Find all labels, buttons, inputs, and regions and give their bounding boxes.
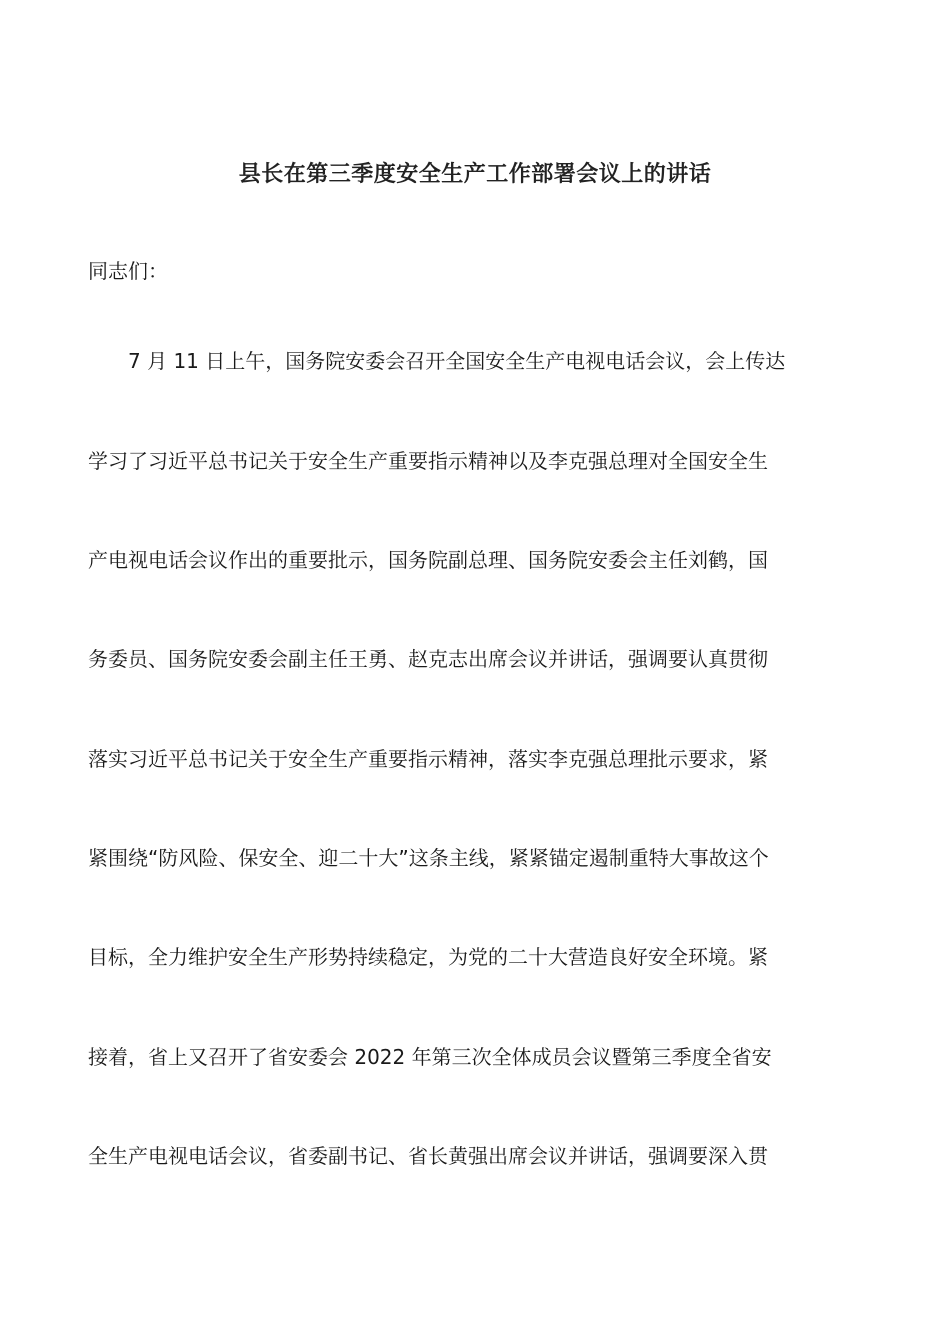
paragraph-line: 学习了习近平总书记关于安全生产重要指示精神以及李克强总理对全国安全生 — [88, 449, 768, 473]
paragraph-line: 7 月 11 日上午，国务院安委会召开全国安全生产电视电话会议，会上传达 — [128, 349, 786, 373]
document-title: 县长在第三季度安全生产工作部署会议上的讲话 — [238, 162, 712, 187]
paragraph-line: 全生产电视电话会议，省委副书记、省长黄强出席会议并讲话，强调要深入贯 — [88, 1144, 768, 1168]
salutation: 同志们： — [88, 259, 168, 283]
paragraph-line: 紧围绕“防风险、保安全、迎二十大”这条主线，紧紧锚定遏制重特大事故这个 — [88, 846, 769, 870]
paragraph-line: 产电视电话会议作出的重要批示，国务院副总理、国务院安委会主任刘鹤，国 — [88, 548, 768, 572]
paragraph-line: 落实习近平总书记关于安全生产重要指示精神，落实李克强总理批示要求，紧 — [88, 747, 768, 771]
paragraph-line: 目标，全力维护安全生产形势持续稳定，为党的二十大营造良好安全环境。紧 — [88, 945, 768, 969]
paragraph-line: 接着，省上又召开了省安委会 2022 年第三次全体成员会议暨第三季度全省安 — [88, 1045, 772, 1069]
paragraph-line: 务委员、国务院安委会副主任王勇、赵克志出席会议并讲话，强调要认真贯彻 — [88, 647, 768, 671]
